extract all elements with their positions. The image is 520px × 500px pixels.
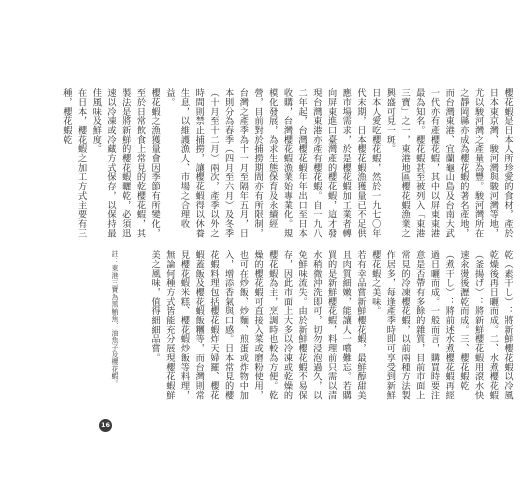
body-text-lower: 乾（素干し）：將新鮮櫻花蝦以冷風乾燥後再日曬而成。二、水煮櫻花蝦（釜揚げ）：將新鮮櫻花蝦用滾水快速汆燙後瀝乾而成。三、櫻花蝦乾（煮干し）：將前述水煮櫻花蝦再經過日曬而成。一般而言，購買時要注意是否帶有多餘的雜質，目前市面上常見的冷凍櫻花蝦，以前兩種方法製作居多，每逢產季時即可享受到新鮮櫻花蝦之美味。 若有幸品嘗新鮮櫻花蝦，最鮮醇甜美且肉質細嫩，能讓人一嚐難忘。若購買的是新鮮櫻花蝦，料理前只需以清水稍微沖洗即可，切勿浸泡過久，以免鮮味流失。由於新鮮櫻花蝦不易保存，因此市面上大多以冷凍或乾燥的櫻花蝦為主，烹調時也較為方便。乾燥的櫻花蝦可直接入菜或磨粉使用，也可在炒飯、炒麵、煎蛋或炸物中加入，增添香氣與口感。日本常見的櫻花蝦料理包括櫻花蝦炸天婦羅、櫻花蝦蓋飯及櫻花蝦飯糰等，而台灣則常見櫻花蝦米糕、櫻花蝦炒飯等料理，無論何種方式皆能充分展現櫻花蝦鮮美之風味，值得細細品嘗。 xyxy=(149,250,513,400)
footnote: 註：東港三寶為黑鮪魚、油魚子及櫻花蝦。 xyxy=(111,250,119,387)
body-text-upper: 櫻花蝦是日本人所珍愛的食材，產於日本東京灣、駿河灣與駿河灣等地，尤以駿河灣之產量為豐。駿河灣所在之靜岡縣亦成為櫻花蝦的著名產地，而台灣東港、宜蘭龜山島及台南大武一代亦有產櫻花蝦，其中以屏東東港最為知名。櫻花蝦甚至被列入「東港三寶」之一，東港地區櫻花蝦漁業之興盛可見一斑。 日本人愛吃櫻花蝦，然於一九七〇年代末期，日本櫻花蝦漁獲量已不足供應市場需求，於是櫻花蝦加工業者轉向屏東進口臺灣產的櫻花蝦，這才發現台灣東港亦產有櫻花蝦。自一九八二年起，台灣櫻花蝦年年出口至日本收購，台灣櫻花蝦漁業始專業化。規模化發展，為求生態保育及永續經營，目前對於捕撈期間亦有所限制，台灣之產季為十一月至隔年五月，日本則分為春季（四月至六月）及冬季（十月至十二月）兩次，產季以外之時間則禁止捕撈，讓櫻花蝦得以休養生息，以維護漁人、市場之合理收益。 櫻花蝦之漁獲量會因季節有所變化，至於日常飲食上常見的乾櫻花蝦，其製法是將新鮮的櫻花蝦曬乾，必須迅速以冷凍或冷藏方式保存，以保持最佳風味及鮮度。 在日本，櫻花蝦之加工方式主要有三種，櫻花蝦乾 xyxy=(60,88,513,238)
page-number-badge: 16 xyxy=(99,419,112,432)
